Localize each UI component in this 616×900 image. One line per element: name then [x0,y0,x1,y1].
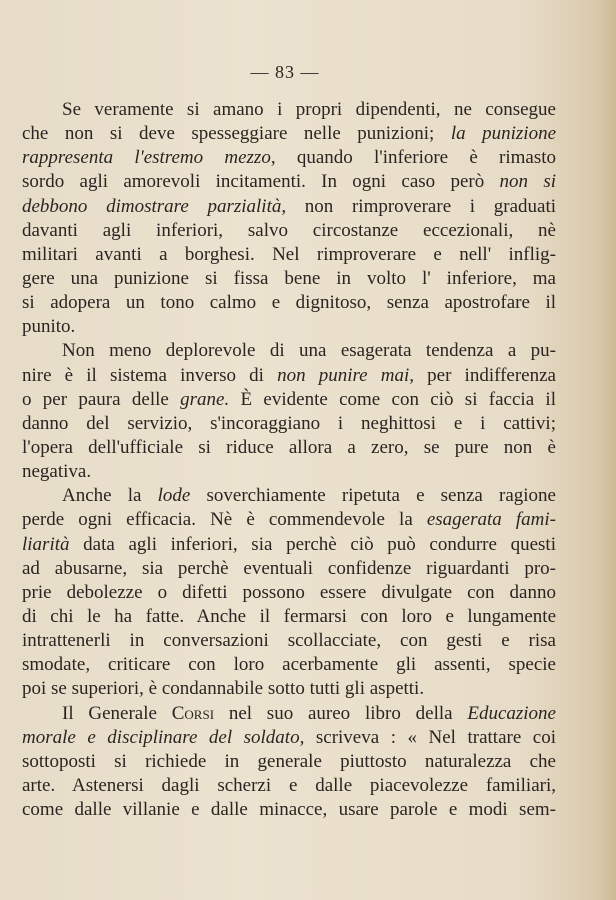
text-segment: sottoposti si richiede in generale piuttosto naturalezza che [22,750,556,772]
text-line [22,460,556,484]
text-line [22,364,556,388]
text-segment: sordo agli amorevoli incitamenti. In ogni caso però [22,171,500,193]
text-segment: smodate, criticare con loro acerbamente gli assenti, specie [22,654,556,676]
text-line [22,677,556,701]
text-line [22,629,556,653]
text-line [22,291,556,315]
text-segment: di chi le ha fatte. Anche il fermarsi con loro e lungamente [22,605,556,627]
text-line [22,774,556,798]
text-line [22,315,556,339]
text-line [22,581,556,605]
text-segment: Se veramente si amano i propri dipendenti, ne consegue [62,99,556,120]
text-segment: negativa. [22,461,92,483]
text-segment: È evidente come con ciò si faccia il [229,388,556,410]
text-segment: punito. [22,316,76,338]
text-line [22,388,556,412]
italic-text: esagerata fami- [426,509,557,531]
text-segment: nire è il sistema inverso di [22,364,278,386]
paragraph [22,98,556,339]
text-line [22,339,556,363]
small-caps-name: Corsi [171,702,215,724]
text-segment: nel suo aureo libro della [214,702,468,724]
text-line [22,605,556,629]
italic-text: non punire mai, [277,364,415,386]
text-line [22,98,556,122]
text-segment: perde ogni efficacia. Nè è commendevole la [22,509,427,531]
text-line [22,267,556,291]
paragraph [22,702,556,823]
italic-text: rappresenta l'estremo mezzo [22,147,271,169]
paragraph [22,339,556,484]
text-segment: che non si deve spesseggiare nelle punizioni; [22,123,451,145]
italic-text: liarità [22,533,70,555]
text-segment: arte. Astenersi dagli scherzi e dalle piacevolezze familiari, [22,774,556,796]
text-line [22,653,556,677]
text-line [22,798,556,822]
text-line [22,726,556,750]
italic-text: grane. [180,388,230,410]
text-line [22,170,556,194]
text-line [22,533,556,557]
text-line [22,122,556,146]
text-segment: gere una punizione si fissa bene in volto l' inferiore, ma [22,267,556,289]
text-line [22,412,556,436]
text-line [22,702,556,726]
text-line [22,484,556,508]
text-segment: , quando l'inferiore è rimasto [270,147,557,169]
italic-text: debbono dimostrare parzialità, [22,195,287,217]
text-segment: ad abusarne, sia perchè eventuali confidenze riguardanti pro- [22,557,556,579]
text-line [22,146,556,170]
text-segment: Il Generale [62,702,172,724]
text-segment: prie debolezze o difetti possono essere divulgate con danno [22,581,556,603]
text-segment: non rimproverare i graduati [286,195,556,217]
text-segment: data agli inferiori, sia perchè ciò può condurre questi [69,533,556,555]
text-segment: scriveva : « Nel trattare coi [304,726,556,748]
text-segment: come dalle villanie e dalle minacce, usare parole e modi sem- [22,799,556,821]
text-segment: davanti agli inferiori, salvo circostanze eccezionali, nè [22,219,556,241]
text-segment: per indifferenza [414,364,556,386]
page-number: — 83 — [250,62,320,82]
text-line [22,219,556,243]
italic-text: la punizione [450,123,556,145]
text-segment: intrattenerli in conversazioni scollacciate, con gesti e risa [22,630,556,652]
text-segment: si adopera un tono calmo e dignitoso, senza apostrofare il [22,292,556,314]
text-segment: o per paura delle [22,388,181,410]
text-line [22,195,556,219]
italic-text: non si [499,171,556,193]
text-segment: Non meno deplorevole di una esagerata tendenza a pu- [62,340,556,362]
text-line [22,508,556,532]
body-text [22,98,556,822]
text-line [22,750,556,774]
text-segment: poi se superiori, è condannabile sotto tutti gli aspetti. [22,678,425,700]
text-line [22,557,556,581]
text-segment: militari avanti a borghesi. Nel rimproverare e nell' inflig- [22,243,556,265]
text-segment: soverchiamente ripetuta e senza ragione [190,485,556,507]
italic-text: lode [157,485,191,507]
paragraph [22,484,556,701]
italic-text: Educazione [467,702,556,724]
text-segment: l'opera dell'ufficiale si riduce allora a zero, se pure non è [22,436,556,458]
text-line [22,436,556,460]
text-segment: Anche la [62,485,158,507]
text-line [22,243,556,267]
italic-text: morale e disciplinare del soldato, [22,726,305,748]
text-segment: danno del servizio, s'incoraggiano i neghittosi e i cattivi; [22,412,556,434]
